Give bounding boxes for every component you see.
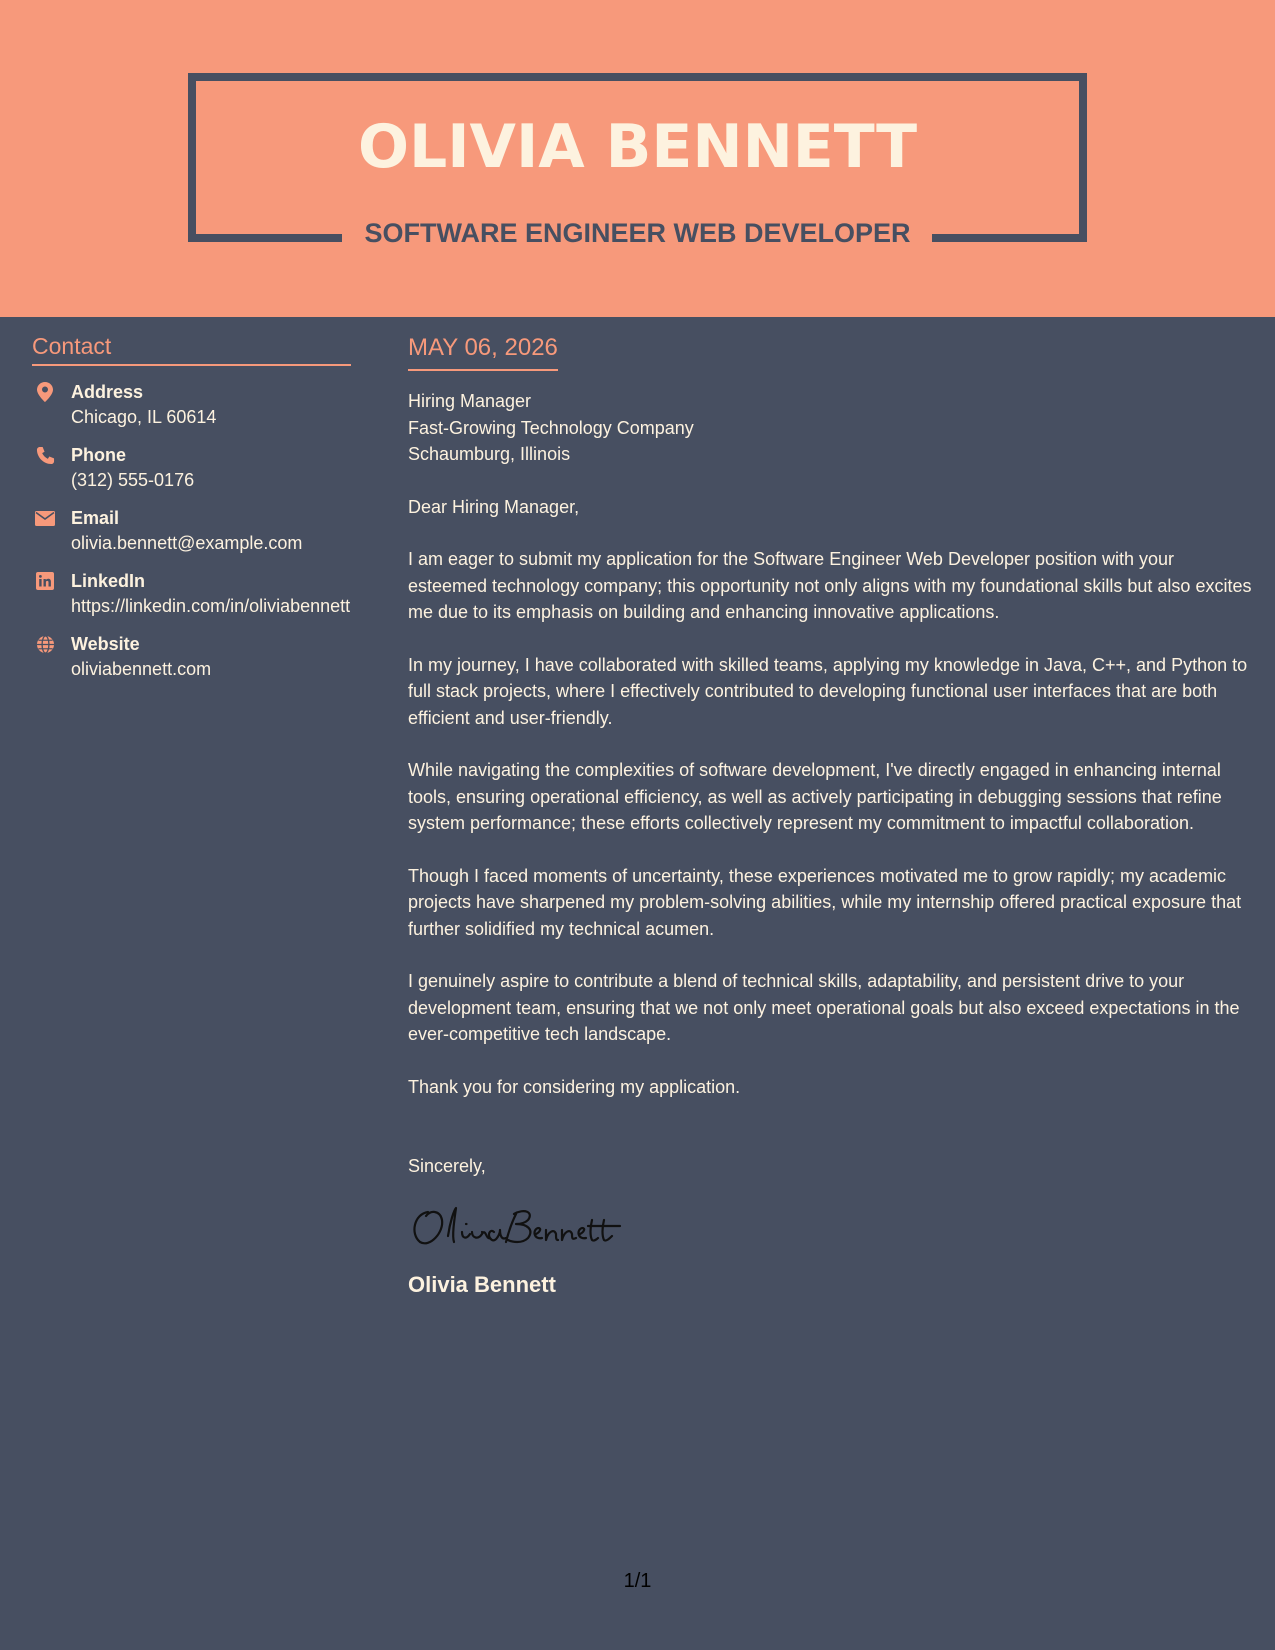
recipient-line: Schaumburg, Illinois [408,444,571,464]
body-paragraph: In my journey, I have collaborated with skilled teams, applying my knowledge in Java, C++, and Python to full stack projects, where I effectively contributed to developing functional user interfaces that are both efficient and user-friendly. [408,654,1248,728]
envelope-icon [35,508,55,528]
applicant-name: OLIVIA BENNETT [357,112,917,182]
closing: Sincerely, [408,1156,486,1176]
contact-label: Email [71,508,120,528]
recipient-line: Fast-Growing Technology Company [408,417,694,438]
body-paragraph: I genuinely aspire to contribute a blend of technical skills, adaptability, and persistent drive to your development team, ensuring that we not only meet operational goals but also exceed expectations in the ever-competitive tech landscape. [408,971,1240,1044]
contact-label: Website [71,634,140,654]
body-paragraph: I am eager to submit my application for the Software Engineer Web Developer position with your esteemed technology company; this opportunity not only aligns with my foundational skills but also excites me due to its emphasis on building and enhancing innovative applications. [408,549,1252,622]
map-pin-icon [35,382,55,402]
job-title: SOFTWARE ENGINEER WEB DEVELOPER [364,218,911,248]
phone-icon [35,445,55,465]
contact-heading: Contact [32,333,351,366]
contact-value[interactable]: oliviabennett.com [71,659,212,679]
letter-body [408,333,1253,1298]
contact-sidebar [32,333,351,695]
body-paragraph: Though I faced moments of uncertainty, these experiences motivated me to grow rapidly; my academic projects have sharpened my problem-solving abilities, while my internship offered practical exposure that further solidified my technical acumen. [408,865,1242,939]
contact-value[interactable]: olivia.bennett@example.com [71,533,303,553]
contact-address [32,380,351,429]
page-number: 1/1 [623,1570,652,1592]
contact-label: LinkedIn [71,571,146,591]
contact-linkedin [32,569,351,618]
contact-label: Address [71,382,144,402]
linkedin-icon [35,571,55,591]
signature-image [408,1202,633,1250]
body-paragraph: Thank you for considering my application. [408,1076,741,1097]
recipient-line: Hiring Manager [408,391,532,411]
globe-icon [35,634,55,654]
recipient-block [408,388,1253,468]
contact-value[interactable]: https://linkedin.com/in/oliviabennett [71,596,351,616]
letter-date: MAY 06, 2026 [408,333,558,371]
contact-website [32,632,351,681]
contact-email [32,506,351,555]
salutation: Dear Hiring Manager, [408,496,580,517]
contact-label: Phone [71,445,127,465]
contact-phone [32,443,351,492]
contact-value: (312) 555-0176 [71,470,195,490]
signer-name: Olivia Bennett [408,1271,556,1297]
header-band [0,0,1275,317]
body-paragraph: While navigating the complexities of software development, I've directly engaged in enhancing internal tools, ensuring operational efficiency, as well as actively participating in debugging sessions that refine system performance; these efforts collectively represent my commitment to impactful collaboration. [408,760,1222,833]
contact-value: Chicago, IL 60614 [71,407,217,427]
